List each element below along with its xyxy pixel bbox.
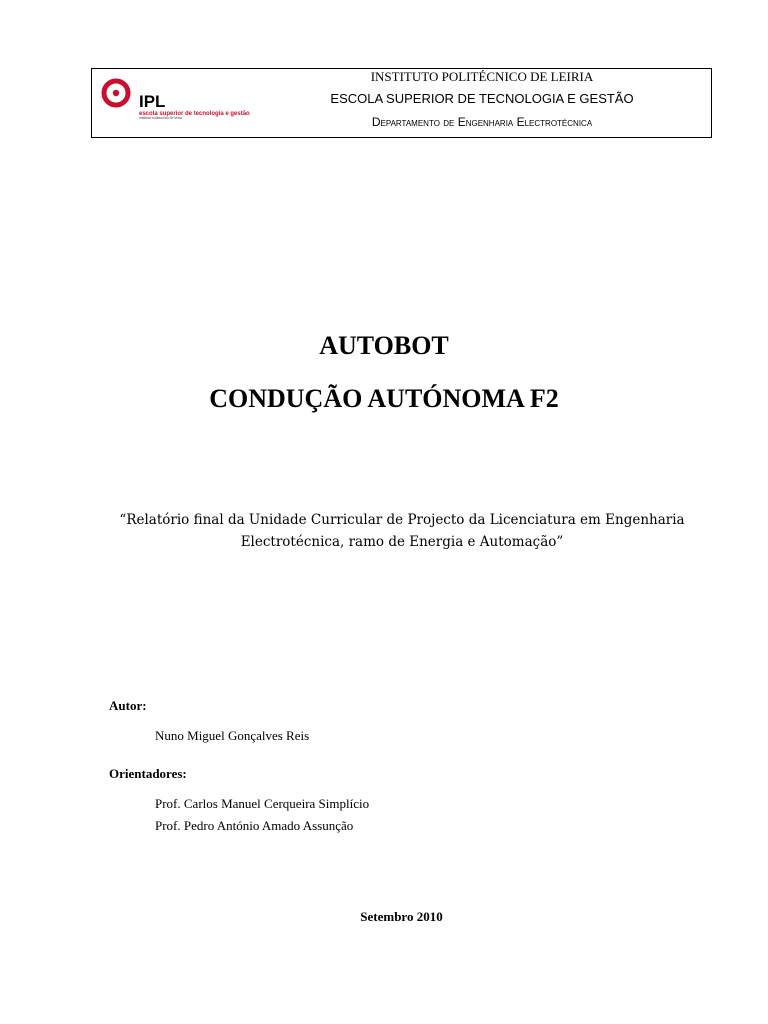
department-name: Departamento de Engenharia Electrotécnica [371, 115, 593, 129]
advisor-name: Prof. Carlos Manuel Cerqueira Simplício [155, 796, 370, 811]
advisors-label: Orientadores: [109, 766, 187, 781]
author-name: Nuno Miguel Gonçalves Reis [155, 728, 310, 743]
report-description-line-1: “Relatório final da Unidade Curricular de Projecto da Licenciatura em Engenharia [119, 512, 685, 528]
report-description [110, 509, 694, 553]
ipl-logo [101, 77, 253, 119]
report-date: Setembro 2010 [360, 909, 443, 924]
advisor-name: Prof. Pedro António Amado Assunção [155, 818, 354, 833]
document-title: AUTOBOT [319, 331, 449, 360]
institution-name: INSTITUTO POLITÉCNICO DE LEIRIA [370, 69, 594, 84]
logo-subtagline: instituto politécnico de leiria [139, 116, 182, 119]
header-box [91, 68, 712, 138]
document-subtitle: CONDUÇÃO AUTÓNOMA F2 [209, 384, 559, 413]
logo-tagline: escola superior de tecnologia e gestão [139, 111, 250, 117]
author-label: Autor: [109, 698, 147, 713]
report-description-line-2: Electrotécnica, ramo de Energia e Automação” [240, 534, 564, 550]
school-name: ESCOLA SUPERIOR DE TECNOLOGIA E GESTÃO [330, 91, 634, 106]
logo-text: IPL [139, 92, 166, 111]
